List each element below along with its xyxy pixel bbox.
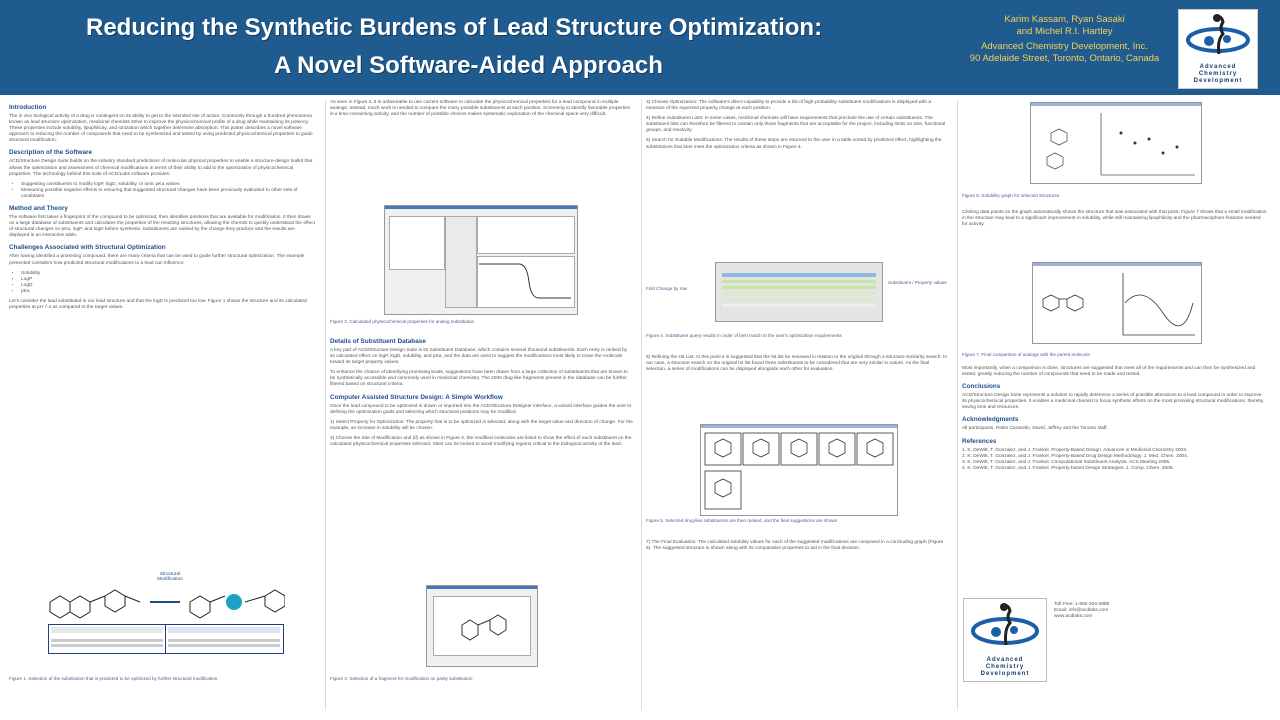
poster-title-line1: Reducing the Synthetic Burdens of Lead Structure Optimization:	[86, 14, 823, 41]
logo-word2: Chemistry	[985, 664, 1025, 670]
list-item: • pKa	[21, 289, 316, 295]
figure-6-caption: Figure 6. Solubility graph for selected structures	[962, 193, 1060, 198]
figure-2-caption: Figure 2. Calculated physicochemical properties for analog substitution	[330, 319, 475, 324]
col4-text-2: Most importantly, when a comparison is done, structures are suggested that meet all of the requirements and can then be synthesized and tested, greatly reducing the number of compounds that need to be made and tested.	[962, 366, 1256, 378]
intro-heading: Introduction	[9, 104, 47, 111]
col2-intro-text: As seen in Figure 2, it is unfavorable to use current software to calculate the physicochemical properties for a lead compound in multiple analogs. Instead, much work is needed to compare the many possible substituents at each position. Screening to identify favorable properties is a time-consuming activity, and the number of possible choices makes systematic exploration of the chemical space very difficult.	[330, 100, 631, 118]
references-heading: References	[962, 437, 997, 445]
acknowledgments-text: All participants, Pablo Caravello, David, Jeffrey and the Toronto staff.	[962, 426, 1108, 432]
logo-word1: Advanced	[986, 657, 1024, 663]
step-7-text: 7) The Final Evaluation: The calculated solubility values for each of the suggested modifications are compared in a concluding graph (Figure 6). The suggested structure is shown along with its comparative properties to aid in the final decision.	[646, 540, 944, 552]
property-table	[48, 624, 284, 654]
challenge-text: After having identified a promising compound, there are many criteria that can be used to guide further structural optimization. The example presented considers how predicted structural modifications to a lead can influence:	[9, 254, 305, 266]
software-bullets	[21, 182, 316, 200]
column-divider	[957, 100, 958, 710]
column-1	[9, 100, 316, 315]
conclusion-text: ACD/Structure Design Suite represents a solution to rapidly determine a series of possible alterations to a lead compound in order to improve its physicochemical properties. It enables a medicinal chemist to focus synthetic efforts on the most promising structural modifications, thereby saving time and resources.	[962, 393, 1264, 411]
column-2	[330, 100, 633, 122]
figure-5-screenshot	[700, 424, 898, 516]
column-divider	[325, 100, 326, 710]
figure-4-caption: Figure 4. Substituent query results in order of best match to the user's optimization requirements	[646, 333, 842, 338]
step-3-text: 3) Choose Optimization: The software's direct capability to provide a list of high-probability substituent modifications is displayed with a measure of the expected property change at each position.	[646, 100, 932, 112]
logo-word3: Development	[980, 671, 1030, 677]
footer-logo	[963, 598, 1047, 682]
address: 90 Adelaide Street, Toronto, Ontario, Canada	[969, 53, 1160, 64]
logo-word1: Advanced	[1199, 64, 1237, 70]
company-logo	[1178, 9, 1258, 89]
substituent-marker-icon	[226, 594, 242, 610]
database-heading: Details of Substituent Database	[330, 338, 426, 345]
column-3	[646, 100, 949, 155]
column-3-end	[646, 540, 949, 556]
figure-7-caption: Figure 7. Final comparison of analogs with the parent molecule	[962, 352, 1090, 357]
reference-item: 4. K. DeWitt, T. Gonzalez, and J. Frankel. Property-based Design Strategies. J. Comp. Chem. 2006.	[962, 465, 1174, 471]
contact-email[interactable]: Email: info@acdlabs.com	[1054, 608, 1109, 614]
database-text: A key part of ACD/Structure Design Suite is its Substituent Database, which contains several thousand substituents. Each entry is ranked by its calculated effect on logP, logD, solubility, and pKa, and the data are used to suggest the modifications most likely to move the molecule toward its target property values.	[330, 348, 628, 366]
step-4-text: 4) Refine Substituent Lists: In some cases, medicinal chemists will have requirements that preclude the use of certain substituents. The substituent lists can therefore be filtered to contain only those fragments that are acceptable for the project, including limits on size, functional groups, and reactivity.	[646, 116, 946, 134]
contact-web[interactable]: www.acdlabs.com	[1054, 614, 1093, 620]
solubility-graph	[1031, 103, 1201, 183]
poster-title-line2: A Novel Software-Aided Approach	[274, 52, 663, 79]
analog-comparison	[1033, 263, 1201, 343]
molecule-icon	[457, 610, 517, 644]
reference-item: 3. K. DeWitt, T. Gonzalez, and J. Frankel. Computational Substituent Analysis. ACS Meeting 2005.	[962, 459, 1171, 465]
authors-line2: and Michel R.I. Hartley	[1016, 26, 1113, 37]
author-block	[962, 14, 1167, 65]
software-heading: Description of the Software	[9, 149, 93, 157]
column-2-body	[330, 334, 633, 452]
authors: Karim Kassam, Ryan Sasaki	[1004, 14, 1125, 25]
figure-2-screenshot	[384, 205, 578, 315]
figure-4-screenshot	[715, 262, 883, 322]
logo-swirl-icon	[1179, 10, 1257, 64]
challenge-text-2: Let's consider the lead substituted in our lead structure and that the logD is predicted too low. Figure 1 shows the structure and its calculated properties at pH 7.4 as compared to the target values.	[9, 298, 307, 311]
logo-word3: Development	[1193, 78, 1243, 84]
database-text-2: To enhance the chance of identifying promising leads, suggestions have been drawn from a large collection of substituents that are known to be synthetically accessible and commonly used in medicinal chemistry. The 2000 drug-like fragments present in the database can be further filtered based on structural criteria.	[330, 370, 628, 388]
titration-curve-icon	[479, 258, 571, 304]
list-item: • LogP	[21, 277, 316, 283]
logo-swirl-icon	[964, 599, 1046, 655]
column-4-body	[962, 366, 1267, 472]
conclusion-heading: Conclusions	[962, 383, 1001, 391]
list-item: • LogD	[21, 283, 316, 289]
step-2-text: 2) Choose the Site of Modification and (if) as shown in Figure 3, the modified molecules are listed to show the effect of each substituent on the calculated physicochemical properties selected. Sites can be locked to avoid modifying regions critical to the biological activity of the lead.	[330, 435, 632, 448]
figure-1	[40, 572, 285, 672]
step-6-text: 6) Refining the Hit List: At this point it is suggested that the hit list be reviewed in relation to the original through a structure similarity search. In our case, a structure search on the original hit list found three substituents to be considered that are very similar in nature. As the final selection, a series of modifications can be displayed alongside each other for evaluation.	[646, 355, 948, 373]
column-3-body	[646, 355, 949, 377]
list-item: • Measuring possible negative effects to ensuring that suggested structural changes have been previously evaluated to other sets of candidates	[21, 188, 316, 200]
contact-phone: Toll Free: 1-800-304-3988	[1054, 602, 1110, 607]
figure-3-caption: Figure 3. Selection of a fragment for modification on parity substitution	[330, 676, 473, 681]
workflow-text: Once the lead compound to be optimized is drawn or imported into the ACD/Structure Designer interface, a wizard interface guides the user to defining the optimization goals and selecting which structural positions may be modified.	[330, 403, 632, 415]
list-item: • Suggesting constituents to modify logP, logD, solubility, or ionic pKa values	[21, 182, 316, 188]
figure-7-screenshot	[1032, 262, 1202, 344]
figure-6-screenshot	[1030, 102, 1202, 184]
poster-header	[0, 0, 1280, 95]
column-4	[962, 210, 1267, 232]
column-divider	[641, 100, 642, 710]
figure-1-label: Structural Modification	[157, 572, 183, 582]
figure-3-screenshot	[426, 585, 538, 667]
figure-4-right-label: Substituent / Property values	[888, 280, 947, 285]
challenge-bullets	[21, 271, 316, 295]
reference-item: 1. K. DeWitt, T. Gonzalez, and J. Frankel. Property-Based Design. Advances in Medicinal Chemistry 2003.	[962, 447, 1188, 453]
acknowledgments-heading: Acknowledgments	[962, 416, 1019, 424]
challenge-heading: Challenges Associated with Structural Optimization	[9, 244, 166, 252]
reference-item: 2. K. DeWitt, T. Gonzalez, and J. Frankel. Property-Based Drug Design Methodology. J. Med. Chem. 2004.	[962, 453, 1189, 459]
list-item: • Solubility	[21, 271, 316, 277]
software-text: ACD/Structure Design Suite builds on the industry standard predictions of molecular physical properties to enable a structure-design toolkit that allows the optimization and assessment of chemical modifications in terms of their ability to add to the optimization of physicochemical properties. The technology behind this suite of ACD/Labs software provides:	[9, 159, 313, 177]
col4-text-1: Clicking data points on the graph automatically shows the structure that was associated with that point. Figure 7 shows that a small modification in the structure may lead to a significant improvement in solubility, while still maintaining lipophilicity and the pharmacophore features needed for activity.	[962, 210, 1267, 228]
affiliation: Advanced Chemistry Development, Inc.	[981, 41, 1148, 52]
logo-word2: Chemistry	[1198, 71, 1238, 77]
method-heading: Method and Theory	[9, 205, 68, 213]
step-5-text: 5) Search for Suitable Modifications: The results of these steps are returned to the user in a table sorted by predicted effect, highlighting the substitutions that best meet the optimization criteria as shown in Figure 4.	[646, 138, 942, 150]
contact-block	[1054, 602, 1174, 620]
figure-1-caption: Figure 1. Selection of the substitution that is predicted to be optimized by further structural modification.	[9, 676, 219, 681]
step-1-text: 1) Select Property for Optimization: The property that is to be optimized is selected, along with the target value and direction of change. For the example, an increase in solubility will be chosen.	[330, 419, 633, 431]
workflow-heading: Computer Assisted Structure Design: A Simple Workflow	[330, 393, 503, 401]
method-text: The software first takes a fingerprint of the compound to be optimized, then identifies positions that are available for modification. It then draws on a large database of substituents and calculates the properties of the resulting structures, allowing the chemist to quickly understand the effect of structural changes on pKa, logP, and logD before synthesis. Substituents are ranked by the change they produce and the results are displayed in an interactive table.	[9, 215, 316, 239]
figure-5-caption: Figure 5. Selected drug-like substituents are then ranked, and the final suggestions are shown	[646, 518, 838, 523]
figure-4-left-label: Fold Change by row	[646, 286, 688, 291]
hit-list-structures	[701, 425, 897, 515]
intro-text: The in vivo biological activity of a drug is contingent on its ability to get to the intended site of action. Commonly through a hundred phenomena known as lead structure optimization, medicinal chemists strive to improve the physicochemical profile of a drug while maintaining its potency. These properties include solubility, lipophilicity, and ionization which together determine absorption. This poster describes a novel software approach to reducing the number of compounds that need to be synthesized and tested by using predicted physicochemical properties to guide structural modification.	[9, 114, 313, 144]
